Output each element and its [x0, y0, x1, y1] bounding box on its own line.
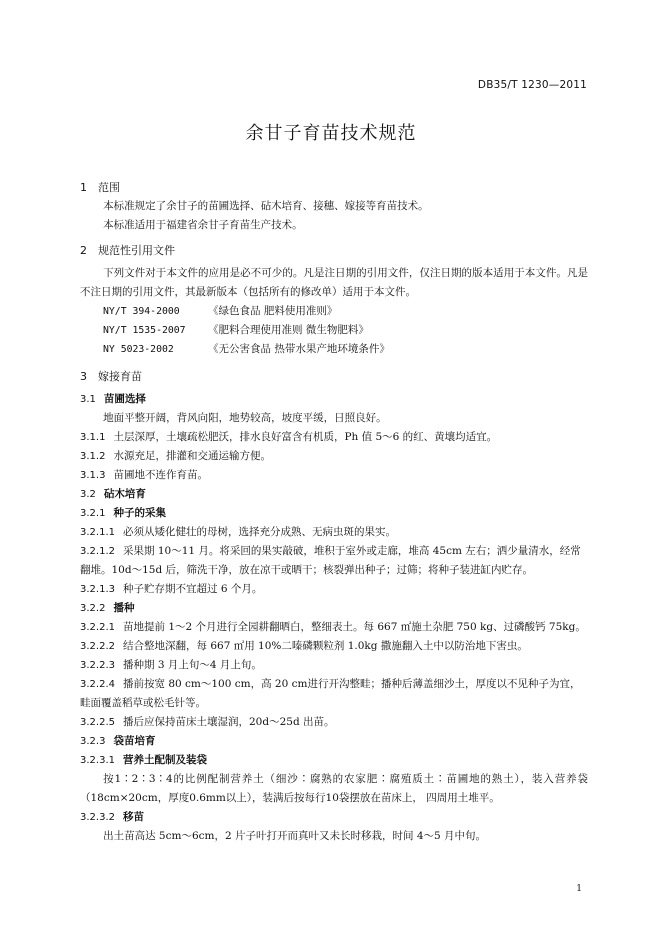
page-number: 1 — [576, 884, 582, 894]
reference-item — [80, 321, 588, 340]
clause: 3.2.2.3 播种期 3 月上旬～4 月上旬。 — [80, 659, 262, 671]
reference-name: 《肥料合理使用准则 微生物肥料》 — [208, 324, 369, 336]
paragraph: 地面平整开阔，背风向阳，地势较高，坡度平缓，日照良好。 — [103, 412, 387, 424]
clause: 3.2.1.1 必须从矮化健壮的母树，选择充分成熟、无病虫斑的果实。 — [80, 526, 396, 538]
paragraph: 出土苗高达 5cm～6cm，2 片子叶打开而真叶又未长时移栽，时间 4～5 月中旬。 — [103, 830, 487, 842]
document-title: 余甘子育苗技术规范 — [245, 123, 417, 144]
section-3-heading — [80, 367, 588, 386]
section-2-heading — [80, 241, 588, 260]
clause: 3.2.1.2 采果期 10～11 月。将采回的果实敲破，堆积于室外或走廊，堆高 45cm 左右；洒少量清水，经常翻堆。10d～15d 后，筛洗干净，放在凉干或晒干；核裂弹出种子；过筛；将种子装进缸内贮存。 — [80, 545, 581, 576]
clause: 3.1.2 水源充足，排灌和交通运输方便。 — [80, 450, 271, 462]
reference-name: 《绿色食品 肥料使用准则》 — [208, 305, 338, 317]
clause: 3.2.2.5 播后应保持苗床土壤湿润，20d～25d 出苗。 — [80, 716, 335, 728]
clause: 3.2.2.4 播前按宽 80 cm～100 cm，高 20 cm进行开沟整畦；播种后薄盖细沙土，厚度以不见种子为宜，畦面覆盖稻草或松毛针等。 — [80, 678, 581, 709]
clause-heading: 3.2.1 种子的采集 — [80, 507, 166, 519]
reference-code: NY/T 394-2000 — [103, 306, 180, 317]
section-title: 规范性引用文件 — [98, 244, 175, 257]
clause-heading: 3.2.3.1 营养土配制及装袋 — [80, 754, 207, 766]
section-number: 3 — [80, 370, 87, 383]
reference-item — [80, 340, 588, 359]
reference-item — [80, 302, 588, 321]
clause-heading: 3.2.2 播种 — [80, 602, 135, 614]
clause-heading: 3.2.3.2 移苗 — [80, 811, 144, 823]
standard-number: DB35/T 1230—2011 — [477, 79, 587, 91]
clause: 3.2.1.3 种子贮存期不宜超过 6 个月。 — [80, 583, 263, 595]
clause-heading: 3.1 苗圃选择 — [80, 393, 146, 405]
clause: 3.1.1 土层深厚，土壤疏松肥沃，排水良好富含有机质，Ph 值 5～6 的红、黄壤均适宜。 — [80, 431, 498, 443]
reference-code: NY 5023-2002 — [103, 344, 174, 355]
paragraph: 下列文件对于本文件的应用是必不可少的。凡是注日期的引用文件，仅注日期的版本适用于本文件。凡是不注日期的引用文件，其最新版本（包括所有的修改单）适用于本文件。 — [80, 267, 588, 298]
clause-heading: 3.2 砧木培育 — [80, 488, 146, 500]
reference-code: NY/T 1535-2007 — [103, 325, 186, 336]
clause: 3.2.2.2 结合整地深翻，每 667 ㎡用 10%二嗪磷颗粒剂 1.0kg 撒施翻入土中以防治地下害虫。 — [80, 640, 528, 652]
paragraph: 本标准规定了余甘子的苗圃选择、砧木培育、接穗、嫁接等育苗技术。 — [103, 200, 429, 212]
paragraph: 本标准适用于福建省余甘子育苗生产技术。 — [103, 219, 303, 231]
section-number: 2 — [80, 244, 87, 257]
clause: 3.2.2.1 苗地提前 1～2 个月进行全园耕翻晒白，整细表土。每 667 ㎡施土杂肥 750 kg、过磷酸钙 75kg。 — [80, 621, 586, 633]
section-title: 范围 — [98, 181, 120, 194]
paragraph: 按1∶2∶3∶4的比例配制营养土（细沙∶腐熟的农家肥∶腐殖质土∶苗圃地的熟土），装入营养袋（18cm×20cm，厚度0.6mm以上），装满后按每行10袋摆放在苗床上， 四周用土堆平。 — [80, 773, 588, 804]
document-body — [80, 172, 588, 846]
section-1-heading — [80, 178, 588, 197]
clause: 3.1.3 苗圃地不连作育苗。 — [80, 469, 208, 481]
clause-heading: 3.2.3 袋苗培育 — [80, 735, 156, 747]
reference-name: 《无公害食品 热带水果产地环境条件》 — [208, 343, 390, 355]
section-number: 1 — [80, 181, 87, 194]
section-title: 嫁接育苗 — [98, 370, 142, 383]
